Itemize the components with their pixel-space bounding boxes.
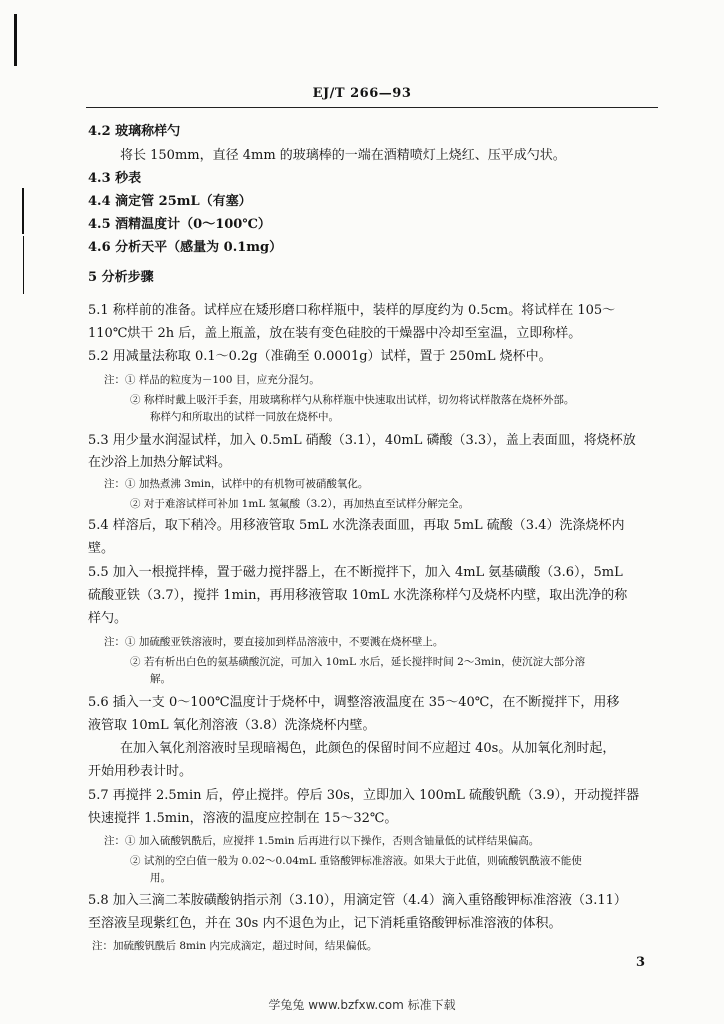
paragraph-line: 5.3 用少量水润湿试样，加入 0.5mL 硝酸（3.1），40mL 磷酸（3.3），盖上表面皿，将烧杯放 (88, 433, 636, 448)
paragraph-line: 将长 150mm，直径 4mm 的玻璃棒的一端在酒精喷灯上烧红、压平成勺状。 (120, 148, 566, 163)
paragraph-line: 5.7 再搅拌 2.5min 后，停止搅拌。停后 30s，立即加入 100mL 硫酸钒酰（3.9），开动搅拌器 (88, 788, 640, 803)
section-heading: 4.3 秒表 (88, 171, 142, 186)
note-line: ② 对于难溶试样可补加 1mL 氢氟酸（3.2），再加热直至试样分解完全。 (130, 498, 470, 510)
paragraph-line: 5.2 用减量法称取 0.1～0.2g（准确至 0.0001g）试样，置于 250mL 烧杯中。 (88, 349, 552, 364)
paragraph-line: 壁。 (88, 541, 115, 556)
footer-watermark: 学兔兔 www.bzfxw.com 标准下载 (268, 998, 456, 1012)
note-line: 解。 (150, 673, 171, 685)
note-line: 注：加硫酸钒酰后 8min 内完成滴定，超过时间，结果偏低。 (92, 940, 378, 952)
note-line: 注：① 加硫酸亚铁溶液时，要直接加到样品溶液中，不要溅在烧杯壁上。 (104, 636, 444, 648)
paragraph-line: 开始用秒表计时。 (88, 764, 193, 779)
note-line: ② 试剂的空白值一般为 0.02～0.04mL 重铬酸钾标准溶液。如果大于此值，则硫酸钒酰液不能使 (130, 855, 582, 867)
chapter-heading: 5 分析步骤 (88, 270, 154, 285)
header-rule (86, 107, 658, 108)
section-heading: 4.2 玻璃称样勺 (88, 124, 181, 139)
paragraph-line: 5.1 称样前的准备。试样应在矮形磨口称样瓶中，装样的厚度约为 0.5cm。将试样在 105～ (88, 303, 616, 318)
paragraph-line: 在沙浴上加热分解试料。 (88, 455, 232, 470)
note-line: 注：① 样品的粒度为－100 目，应充分混匀。 (104, 374, 320, 386)
paragraph-line: 液管取 10mL 氧化剂溶液（3.8）洗涤烧杯内壁。 (88, 718, 376, 733)
paragraph-line: 硫酸亚铁（3.7），搅拌 1min，再用移液管取 10mL 水洗涤称样勺及烧杯内壁，取出洗净的称 (88, 588, 628, 603)
page-number: 3 (636, 955, 646, 970)
note-line: 称样勺和所取出的试样一同放在烧杯中。 (150, 411, 339, 423)
note-line: ② 称样时戴上吸汗手套，用玻璃称样勺从称样瓶中快速取出试样，切勿将试样散落在烧杯外部。 (130, 394, 575, 406)
section-heading: 4.6 分析天平（感量为 0.1mg） (88, 240, 283, 255)
note-line: 注：① 加热煮沸 3min，试样中的有机物可被硝酸氧化。 (104, 478, 369, 490)
paragraph-line: 在加入氧化剂溶液时呈现暗褐色，此颜色的保留时间不应超过 40s。从加氧化剂时起， (120, 741, 616, 756)
document-code: EJ/T 266—93 (312, 86, 412, 101)
paragraph-line: 110℃烘干 2h 后，盖上瓶盖，放在装有变色硅胶的干燥器中冷却至室温，立即称样。 (88, 326, 582, 341)
section-heading: 4.5 酒精温度计（0～100℃） (88, 217, 271, 232)
paragraph-line: 5.5 加入一根搅拌棒，置于磁力搅拌器上，在不断搅拌下，加入 4mL 氨基磺酸（3.6），5mL (88, 565, 623, 580)
note-line: ② 若有析出白色的氨基磺酸沉淀，可加入 10mL 水后，延长搅拌时间 2～3min，使沉淀大部分溶 (130, 656, 586, 668)
paragraph-line: 至溶液呈现紫红色，并在 30s 内不退色为止，记下消耗重铬酸钾标准溶液的体积。 (88, 916, 562, 931)
paragraph-line: 快速搅拌 1.5min，溶液的温度应控制在 15～32℃。 (88, 811, 398, 826)
paragraph-line: 样勺。 (88, 611, 128, 626)
paragraph-line: 5.4 样溶后，取下稍冷。用移液管取 5mL 水洗涤表面皿，再取 5mL 硫酸（3.4）洗涤烧杯内 (88, 518, 625, 533)
scan-binding-mark (23, 236, 24, 294)
note-line: 注：① 加入硫酸钒酰后，应搅拌 1.5min 后再进行以下操作，否则含铀量低的试样结果偏高。 (104, 835, 540, 847)
note-line: 用。 (150, 872, 171, 884)
section-heading: 4.4 滴定管 25mL（有塞） (88, 194, 252, 209)
scan-binding-mark (14, 14, 17, 66)
paragraph-line: 5.8 加入三滴二苯胺磺酸钠指示剂（3.10），用滴定管（4.4）滴入重铬酸钾标准溶液（3.11） (88, 893, 627, 908)
paragraph-line: 5.6 插入一支 0～100℃温度计于烧杯中，调整溶液温度在 35～40℃，在不断搅拌下，用移 (88, 695, 620, 710)
scan-binding-mark (22, 188, 24, 234)
